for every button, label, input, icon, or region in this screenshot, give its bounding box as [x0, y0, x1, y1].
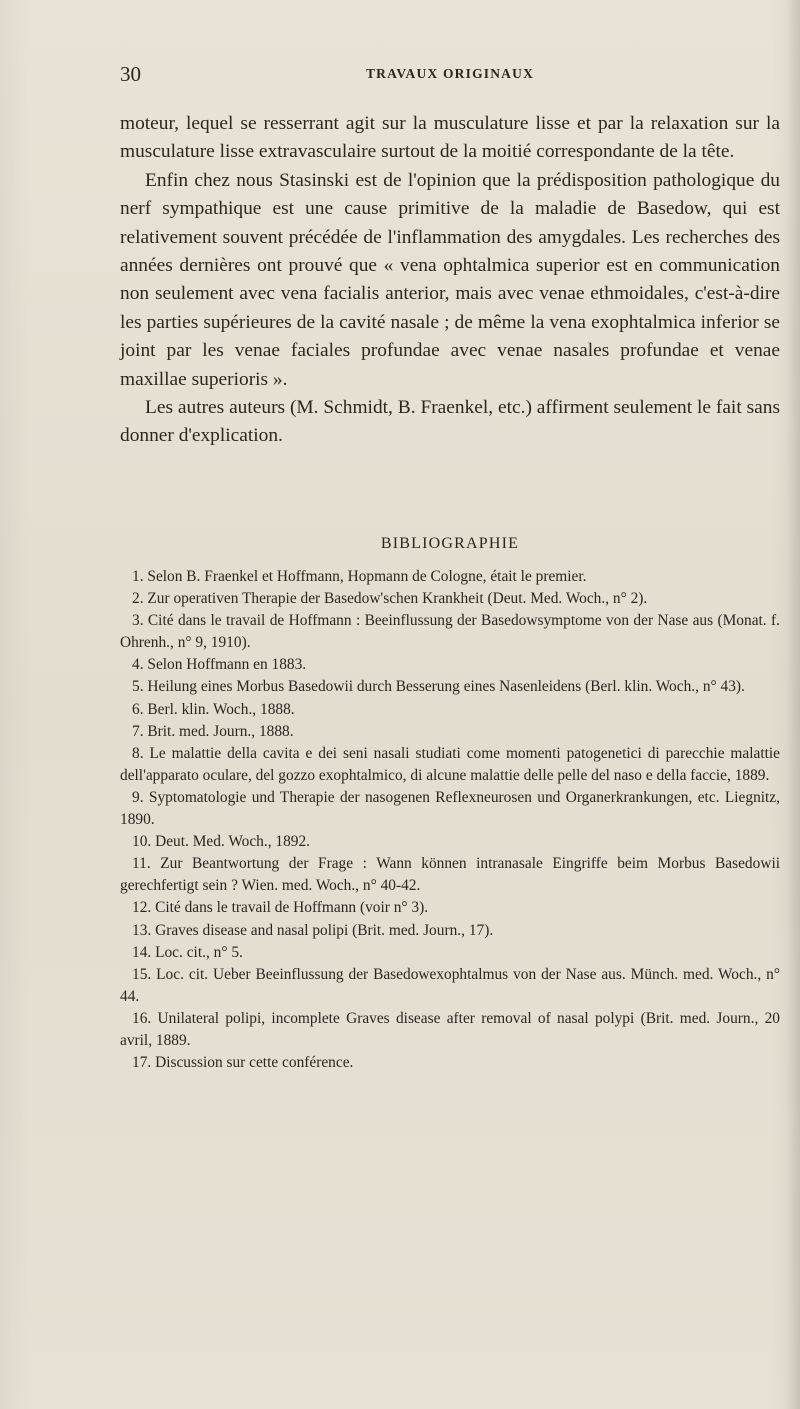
bibliography-entry: 8. Le malattie della cavita e dei seni nasali studiati come momenti patogenetici di parecchie malattie dell'apparato oculare, del gozzo exophtalmico, di alcune malattie delle pelle del naso e della faccie, 1889. — [120, 744, 780, 784]
page-header — [120, 62, 780, 92]
bibliography-title: BIBLIOGRAPHIE — [380, 535, 520, 552]
bibliography-entry: 10. Deut. Med. Woch., 1892. — [132, 833, 311, 851]
bibliography-entry: 17. Discussion sur cette conférence. — [132, 1054, 354, 1072]
page-edge-shadow — [786, 0, 800, 1409]
bibliography-entry: 12. Cité dans le travail de Hoffmann (voir n° 3). — [132, 899, 429, 917]
bibliography-list — [120, 566, 780, 1074]
bibliography-entry: 3. Cité dans le travail de Hoffmann : Beeinflussung der Basedowsymptome von der Nase aus (Monat. f. Ohrenh., n° 9, 1910). — [120, 612, 780, 652]
bibliography-entry: 11. Zur Beantwortung der Frage : Wann können intranasale Eingriffe beim Morbus Basedowii gerechfertigt sein ? Wien. med. Woch., n° 40-42. — [120, 855, 780, 895]
bibliography-entry: 1. Selon B. Fraenkel et Hoffmann, Hopmann de Cologne, était le premier. — [132, 568, 587, 585]
bibliography-entry: 7. Brit. med. Journ., 1888. — [132, 722, 294, 740]
body-text — [120, 110, 780, 451]
bibliography-entry: 4. Selon Hoffmann en 1883. — [132, 656, 307, 674]
paragraph: moteur, lequel se resserrant agit sur la musculature lisse et par la relaxation sur la musculature lisse extravasculaire surtout de la moitié correspondante de la tête. — [120, 113, 780, 163]
bibliography-entry: 6. Berl. klin. Woch., 1888. — [132, 700, 295, 718]
bibliography-entry: 2. Zur operativen Therapie der Basedow'schen Krankheit (Deut. Med. Woch., n° 2). — [132, 590, 648, 608]
paragraph: Enfin chez nous Stasinski est de l'opinion que la prédisposition pathologique du nerf sympathique est une cause primitive de la maladie de Basedow, qui est relativement souvent précédée de l'inflammation des amygdales. Les recherches des années dernières ont prouvé que « vena ophtalmica superior est en communication non seulement avec vena facialis anterior, mais avec venae ethmoidales, c'est-à-dire les parties supérieures de la cavité nasale ; de même la vena exophtalmica inferior se joint par les venae faciales profundae avec venae nasales profundae et venae maxillae superioris ». — [120, 169, 780, 390]
bibliography-entry: 5. Heilung eines Morbus Basedowii durch Besserung eines Nasenleidens (Berl. klin. Woch., n° 43). — [132, 678, 745, 696]
bibliography-entry: 9. Syptomatologie und Therapie der nasogenen Reflexneurosen und Organerkrankungen, etc. Liegnitz, 1890. — [120, 788, 780, 829]
bibliography-entry: 16. Unilateral polipi, incomplete Graves disease after removal of nasal polypi (Brit. med. Journ., 20 avril, 1889. — [120, 1009, 780, 1049]
page-number: 30 — [120, 62, 141, 86]
bibliography-entry: 13. Graves disease and nasal polipi (Brit. med. Journ., 17). — [132, 921, 494, 939]
bibliography-entry: 14. Loc. cit., n° 5. — [132, 943, 243, 961]
running-head: TRAVAUX ORIGINAUX — [365, 66, 535, 81]
paragraph: Les autres auteurs (M. Schmidt, B. Fraenkel, etc.) affirment seulement le fait sans donner d'explication. — [120, 397, 780, 447]
bibliography-entry: 15. Loc. cit. Ueber Beeinflussung der Basedowexophtalmus von der Nase aus. Münch. med. Woch., n° 44. — [120, 965, 780, 1005]
